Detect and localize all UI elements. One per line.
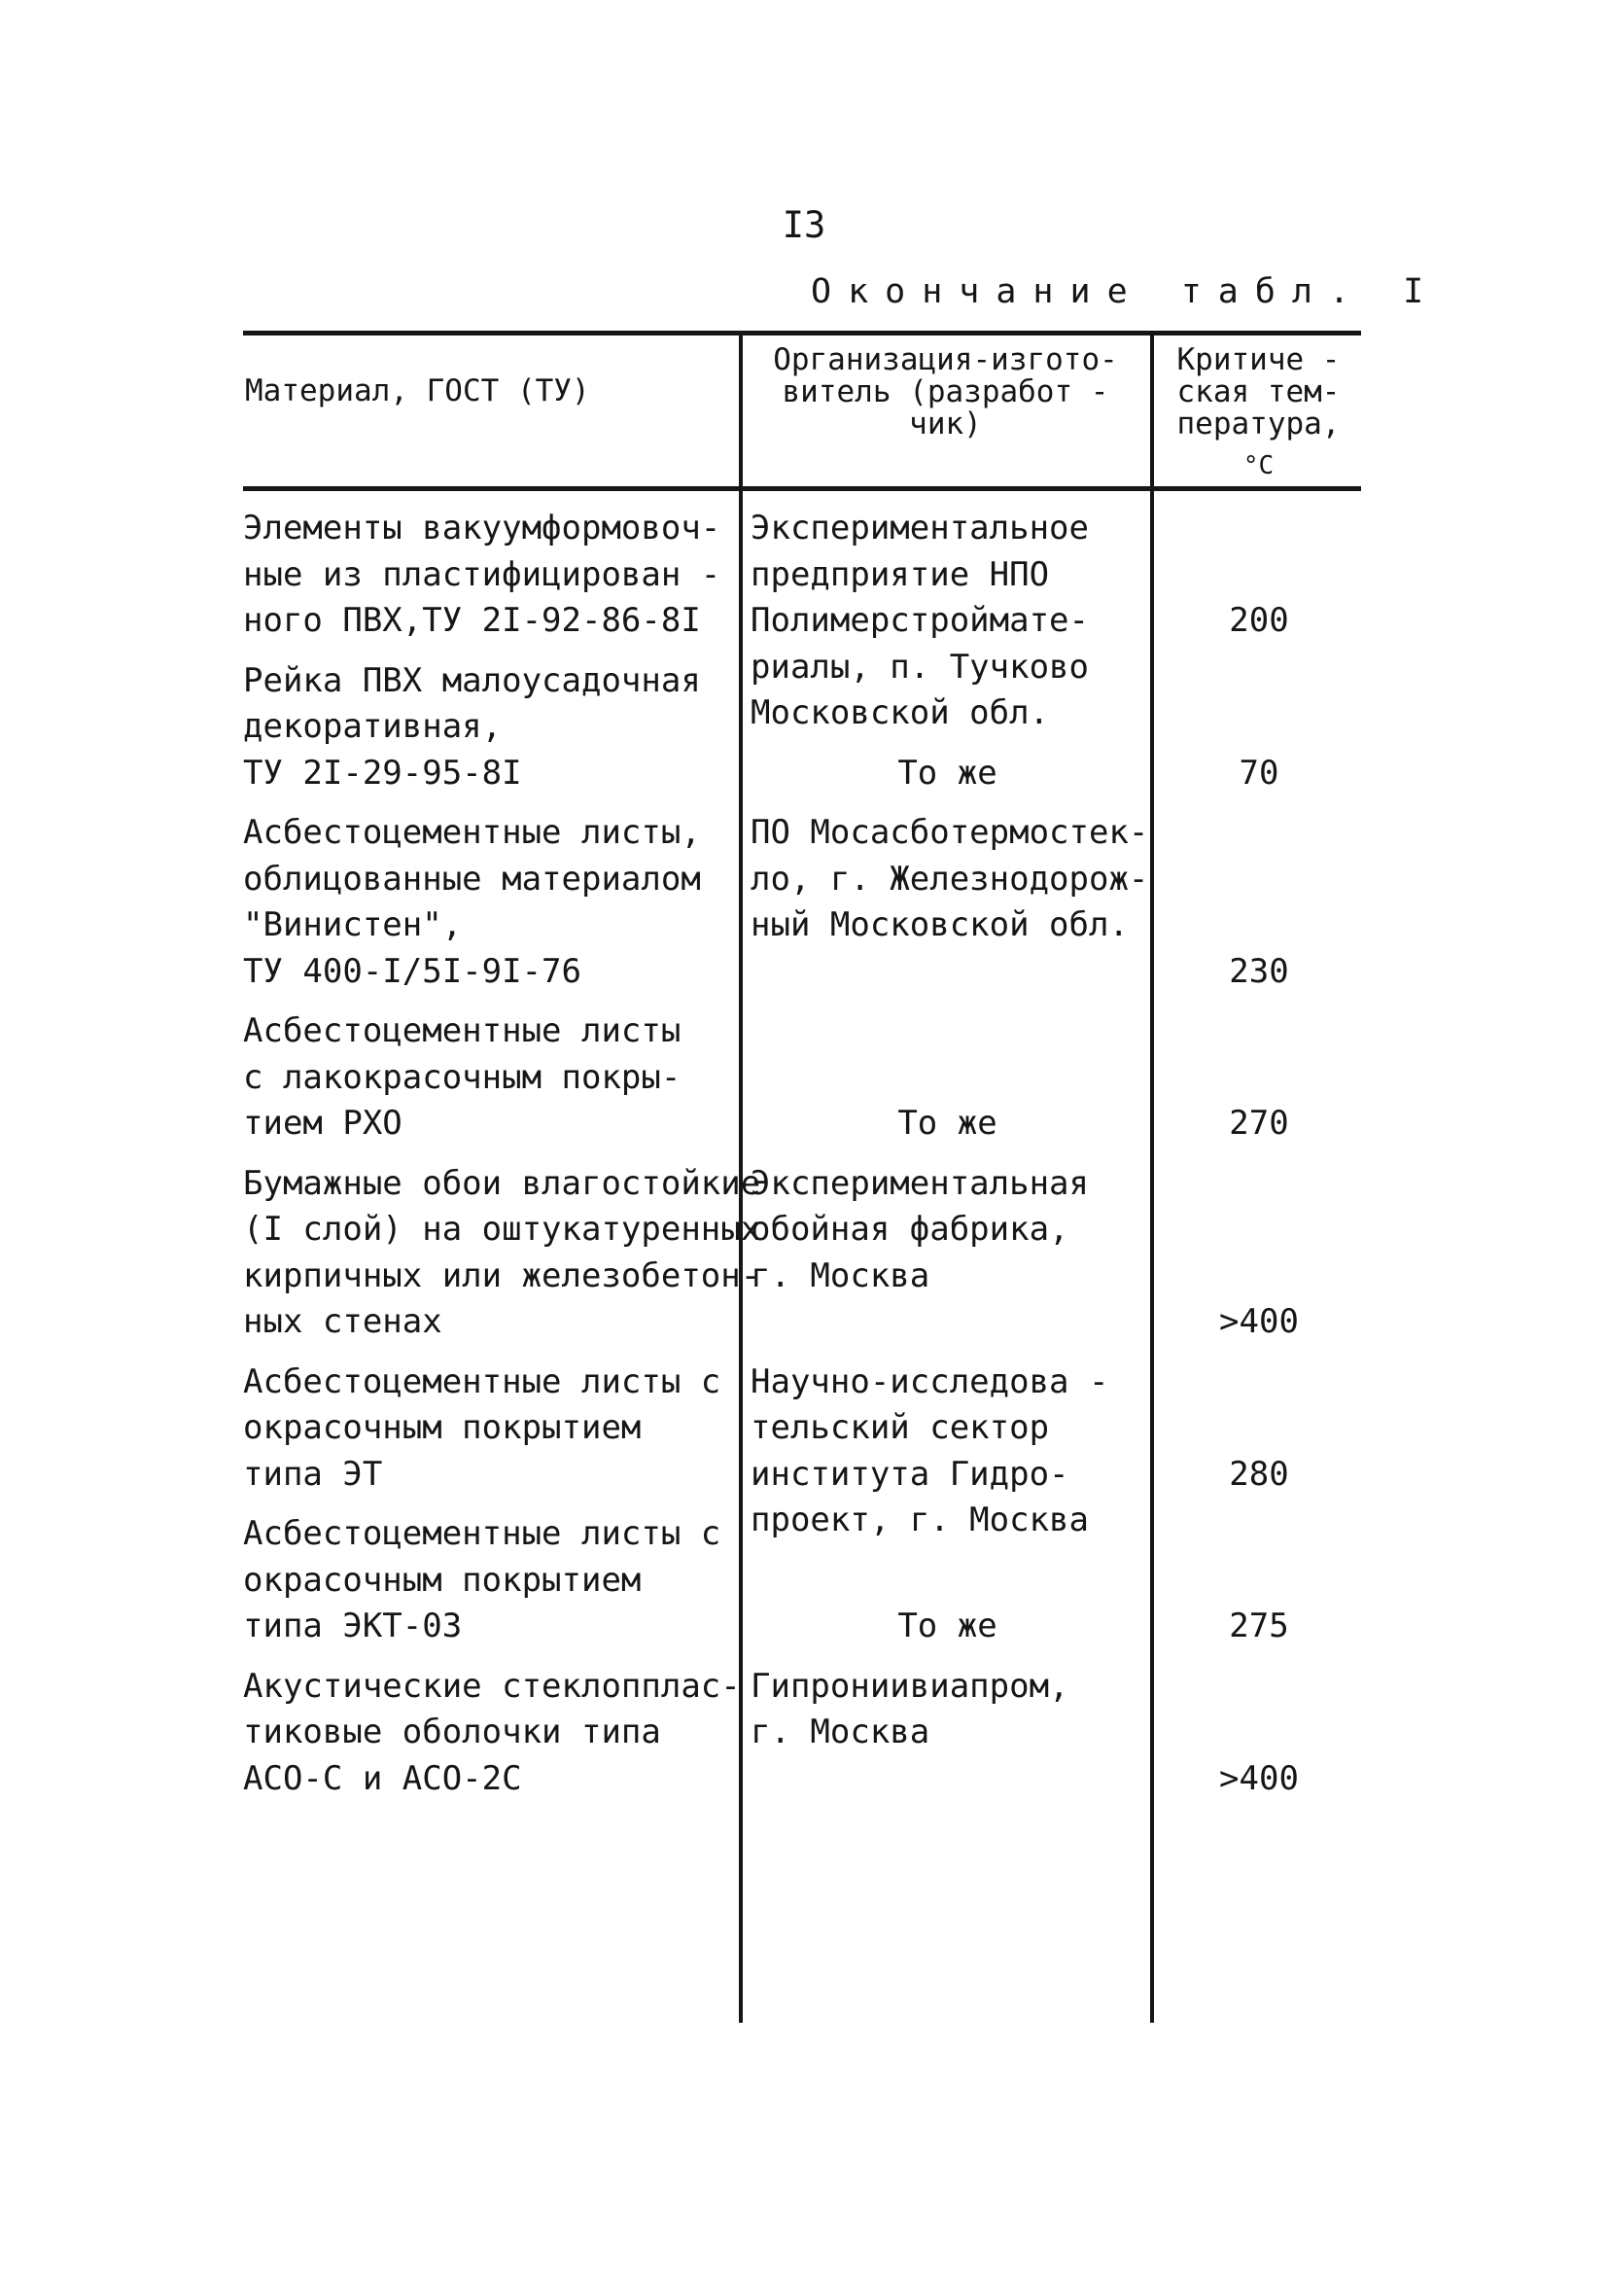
material-cell: Асбестоцементные листы с окрасочным покрытием типа ЭТ	[243, 1361, 721, 1494]
header-organization: Организация-изгото- витель (разработ - чик)	[773, 342, 1118, 442]
table-row	[0, 1008, 1608, 1148]
material-cell: Акустические стеклопплас- тиковые оболочки типа АСО-С и АСО-2С	[243, 1666, 741, 1798]
table-top-rule	[243, 331, 1361, 336]
temperature-cell: 200	[1229, 601, 1289, 640]
temperature-cell: >400	[1219, 1302, 1299, 1341]
material-cell: Асбестоцементные листы, облицованные материалом "Винистен", ТУ 400-I/5I-9I-76	[243, 813, 701, 991]
organization-cell: То же	[897, 753, 997, 793]
organization-cell: Научно-исследова - тельский сектор института Гидро- проект, г. Москва	[751, 1361, 1109, 1539]
material-cell: Асбестоцементные листы с окрасочным покрытием типа ЭКТ-03	[243, 1514, 721, 1645]
temperature-cell: 275	[1229, 1607, 1289, 1645]
table-row	[0, 1161, 1608, 1346]
material-cell: Элементы вакуумформовоч- ные из пластифицирован - ного ПВХ,ТУ 2I-92-86-8I	[243, 509, 721, 640]
temperature-cell: 70	[1239, 753, 1279, 793]
table-row	[0, 1360, 1608, 1539]
temperature-cell: 280	[1229, 1454, 1289, 1494]
material-cell: Рейка ПВХ малоусадочная декоративная, ТУ 2I-29-95-8I	[243, 660, 701, 793]
header-material: Материал, ГОСТ (ТУ)	[245, 373, 590, 408]
temperature-cell: 230	[1229, 951, 1289, 991]
table-row	[0, 1664, 1608, 1803]
header-temperature	[1159, 342, 1358, 480]
temperature-cell: >400	[1219, 1758, 1299, 1798]
temperature-cell: 270	[1229, 1104, 1289, 1143]
organization-cell: То же	[897, 1607, 997, 1645]
table-row	[0, 658, 1608, 797]
table-row	[0, 1511, 1608, 1650]
organization-cell: Гипрониивиапром, г. Москва	[751, 1666, 1069, 1751]
organization-cell: Экспериментальное предприятие НПО Полимерстройматe- риалы, п. Тучково Московской обл.	[751, 509, 1089, 732]
header-temperature-label: Критиче - ская тем- пература,	[1176, 342, 1341, 442]
page-number: I3	[782, 204, 826, 246]
table-row	[0, 810, 1608, 995]
organization-cell: Экспериментальная обойная фабрика, г. Москва	[751, 1163, 1089, 1295]
table-body	[0, 506, 1608, 1816]
organization-cell: ПО Мосасботермостек- ло, г. Железнодорож- ный Московской обл.	[751, 813, 1149, 944]
material-cell: Бумажные обои влагостойкие (I слой) на оштукатуренных кирпичных или железобетон- ных стенах	[243, 1163, 761, 1341]
table-header-rule	[243, 486, 1361, 491]
organization-cell: То же	[897, 1104, 997, 1143]
header-temperature-unit: °С	[1242, 451, 1275, 480]
material-cell: Асбестоцементные листы с лакокрасочным покры- тием РХО	[243, 1011, 682, 1143]
table-caption: Окончание табл. I	[811, 272, 1441, 311]
